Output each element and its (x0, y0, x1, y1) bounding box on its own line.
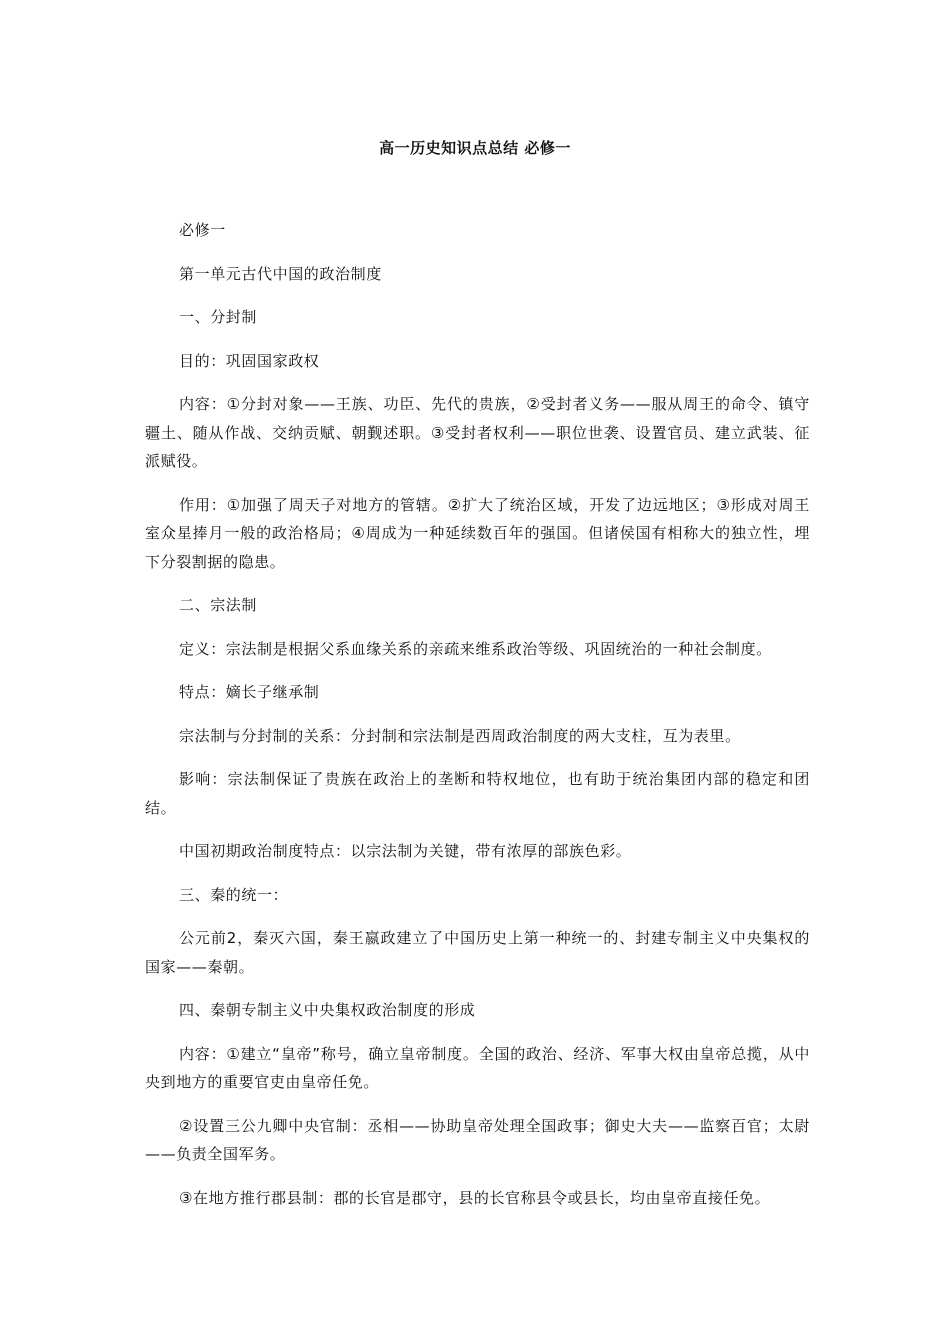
paragraph-emperor: 内容：①建立“皇帝”称号，确立皇帝制度。全国的政治、经济、军事大权由皇帝总揽，从中央到地方的重要官吏由皇帝任免。 (145, 1044, 810, 1091)
paragraph-definition: 定义：宗法制是根据父系血缘关系的亲疏来维系政治等级、巩固统治的一种社会制度。 (179, 639, 772, 658)
paragraph-unit-heading: 第一单元古代中国的政治制度 (179, 264, 382, 283)
paragraph-influence: 影响：宗法制保证了贵族在政治上的垄断和特权地位，也有助于统治集团内部的稳定和团结。 (145, 770, 810, 817)
paragraph-qin-unification: 公元前2，秦灭六国，秦王嬴政建立了中国历史上第一种统一的、封建专制主义中央集权的国家——秦朝。 (145, 929, 810, 976)
paragraph-content: 内容：①分封对象——王族、功臣、先代的贵族，②受封者义务——服从周王的命令、镇守疆土、随从作战、交纳贡赋、朝觐述职。③受封者权利——职位世袭、设置官员、建立武装、征派赋役。 (145, 395, 810, 470)
paragraph-module-label: 必修一 (179, 221, 226, 239)
section-heading-zongfa: 二、宗法制 (179, 596, 258, 614)
paragraph-relation: 宗法制与分封制的关系：分封制和宗法制是西周政治制度的两大支柱，互为表里。 (179, 726, 741, 745)
document-body (145, 216, 810, 1227)
section-heading-fengjian: 一、分封制 (179, 308, 258, 326)
paragraph-officials: ②设置三公九卿中央官制：丞相——协助皇帝处理全国政事；御史大夫——监察百官；太尉——负责全国军务。 (145, 1116, 810, 1163)
section-heading-qin-system: 四、秦朝专制主义中央集权政治制度的形成 (179, 1001, 476, 1019)
section-heading-qin-unification: 三、秦的统一： (179, 885, 289, 904)
paragraph-effect: 作用：①加强了周天子对地方的管辖。②扩大了统治区域，开发了边远地区；③形成对周王室众星捧月一般的政治格局；④周成为一种延续数百年的强国。但诸侯国有相称大的独立性，埋下分裂割据的隐患。 (145, 495, 810, 571)
paragraph-purpose: 目的：巩固国家政权 (179, 351, 320, 370)
paragraph-feature: 特点：嫡长子继承制 (179, 683, 320, 701)
paragraph-early-system: 中国初期政治制度特点：以宗法制为关键，带有浓厚的部族色彩。 (179, 842, 632, 860)
document-title: 高一历史知识点总结 必修一 (379, 139, 571, 157)
paragraph-commandery: ③在地方推行郡县制：郡的长官是郡守，县的长官称县令或县长，均由皇帝直接任免。 (179, 1188, 771, 1207)
